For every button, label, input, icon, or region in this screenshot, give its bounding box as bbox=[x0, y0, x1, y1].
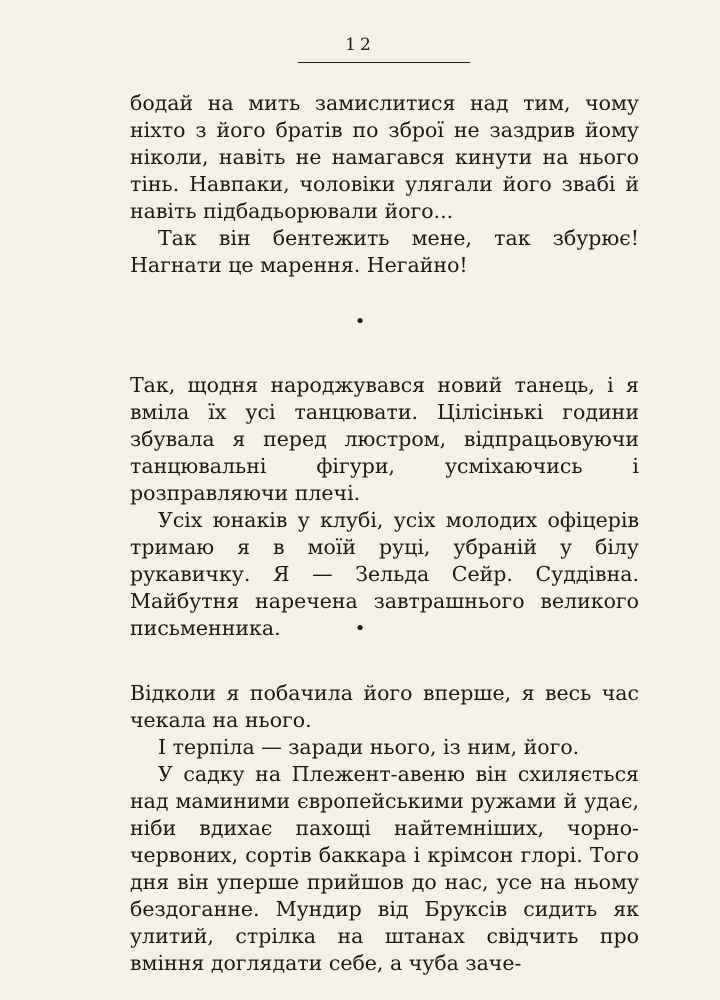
paragraph: У садку на Плежент-авеню він схиляється над маминими європейськими ружами й удає, ніби вдихає пахощі найтемніших, чорно-червоних, сортів баккара і крімсон глорі. Того дня він уперше прийшов до нас, усе на ньому бездоганне. Мундир від Бруксів сидить як улитий, стрілка на штанах свідчить про вміння доглядати себе, а чуба заче- bbox=[130, 762, 639, 975]
paragraph: бодай на мить замислитися над тим, чому ніхто з його братів по зброї не заздрив йому ніколи, навіть не намагався кинути на нього тінь. Навпаки, чоловіки улягали його звабі й навіть підбадьорювали його... bbox=[130, 91, 639, 223]
paragraph: І терпіла — заради нього, із ним, його. bbox=[158, 735, 580, 759]
section-separator: • bbox=[354, 311, 366, 332]
text-section-1 bbox=[130, 90, 639, 279]
page-number: 12 bbox=[345, 35, 375, 55]
paragraph: Так він бентежить мене, так збурює! Нагнати це марення. Негайно! bbox=[130, 226, 639, 277]
text-section-2 bbox=[130, 372, 639, 642]
paragraph: Відколи я побачила його вперше, я весь час чекала на нього. bbox=[130, 681, 639, 732]
section-separator: • bbox=[354, 618, 366, 639]
header-rule bbox=[298, 62, 470, 63]
paragraph: Усіх юнаків у клубі, усіх молодих офіцерів тримаю я в моїй руці, убраній у білу рукавичку. Я — Зельда Сейр. Суддівна. Майбутня наречена завтрашнього великого письменника. bbox=[130, 508, 639, 640]
paragraph: Так, щодня народжувався новий танець, і я вміла їх усі танцювати. Цілісінькі години збувала я перед люстром, відпрацьовуючи танцювальні фігури, усміхаючись і розправляючи плечі. bbox=[130, 373, 639, 505]
text-section-3 bbox=[130, 680, 639, 977]
